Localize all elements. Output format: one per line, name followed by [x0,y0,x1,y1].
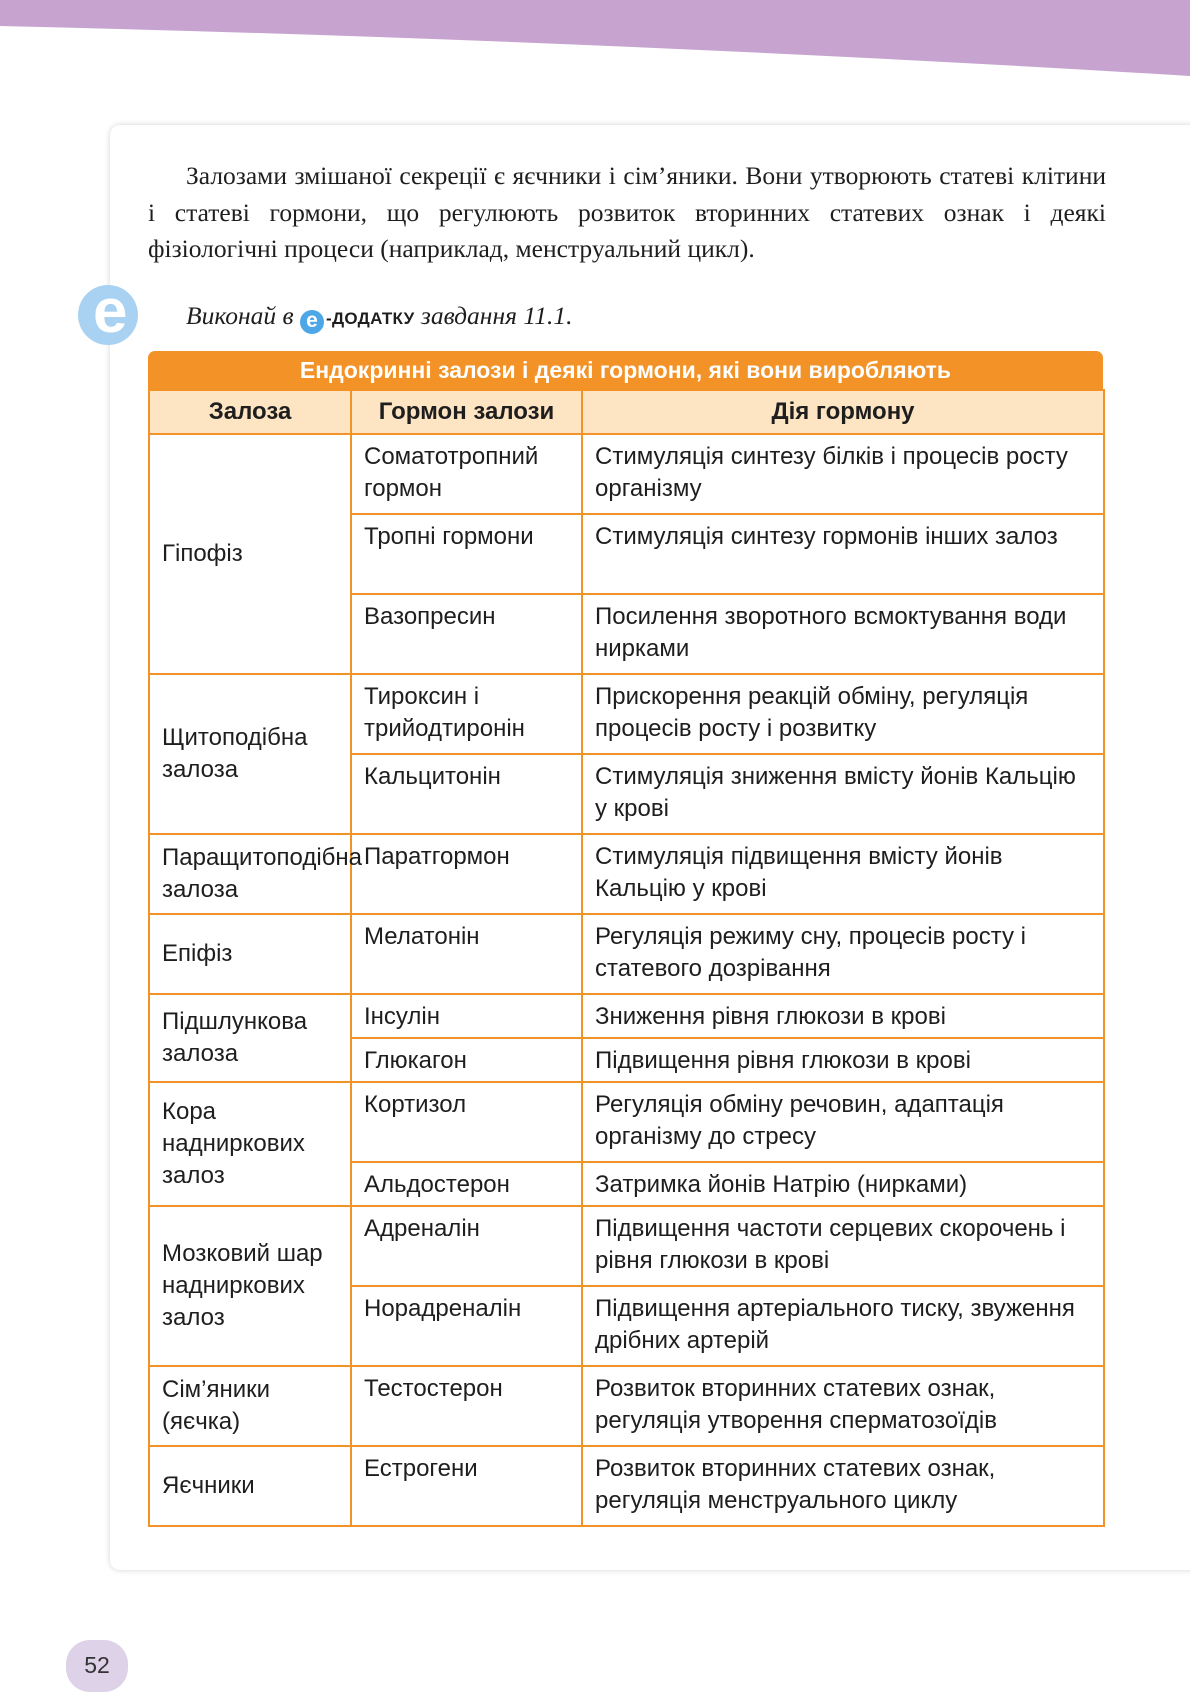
hormone-cell: Мелатонін [351,914,582,994]
gland-cell: Щитоподібна залоза [149,674,351,834]
table-row [149,1366,1104,1446]
hormone-cell: Тропні гормони [351,514,582,594]
header-gland: Залоза [149,390,351,434]
e-icon: e [300,310,324,334]
intro-paragraph: Залозами змішаної секреції є яєчники і сім’яники. Вони утворюють статеві клітини і статеві гормони, що регулюють розвиток вторинних статевих ознак і деякі фізіологічні процеси (наприклад, менструальний цикл). [148,161,1106,263]
table-caption: Ендокринні залози і деякі гормони, які вони виробляють [148,351,1103,389]
table-row [149,914,1104,994]
header-action: Дія гормону [582,390,1104,434]
hormones-table-block [148,351,1103,1527]
task-prefix: Виконай в [186,301,294,330]
hormone-cell: Глюкагон [351,1038,582,1082]
action-cell: Стимуляція підвищення вмісту йонів Кальцію у крові [582,834,1104,914]
gland-cell: Підшлункова залоза [149,994,351,1082]
gland-cell: Мозковий шар надниркових залоз [149,1206,351,1366]
gland-cell: Сім’яники (яєчка) [149,1366,351,1446]
margin-e-letter: e [93,277,128,346]
action-cell: Стимуляція зниження вмісту йонів Кальцію у крові [582,754,1104,834]
header-hormone: Гормон залози [351,390,582,434]
action-cell: Прискорення реакцій обміну, регуляція процесів росту і розвитку [582,674,1104,754]
hormone-cell: Кальцитонін [351,754,582,834]
hormone-cell: Тестостерон [351,1366,582,1446]
action-cell: Посилення зворотного всмоктування води нирками [582,594,1104,674]
table-row [149,674,1104,754]
action-cell: Регуляція режиму сну, процесів росту і статевого дозрівання [582,914,1104,994]
action-cell: Розвиток вторинних статевих ознак, регуляція менструального циклу [582,1446,1104,1526]
hormone-cell: Адреналін [351,1206,582,1286]
task-line [186,300,572,335]
table-row [149,1446,1104,1526]
page-number: 52 [66,1640,128,1692]
action-cell: Затримка йонів Натрію (нирками) [582,1162,1104,1206]
table-row [149,834,1104,914]
hormone-cell: Соматотропний гормон [351,434,582,514]
action-cell: Регуляція обміну речовин, адаптація організму до стресу [582,1082,1104,1162]
gland-cell: Епіфіз [149,914,351,994]
hormone-cell: Тироксин і трийодтиронін [351,674,582,754]
action-cell: Зниження рівня глюкози в крові [582,994,1104,1038]
hormones-table [148,389,1105,1527]
hormone-cell: Естрогени [351,1446,582,1526]
table-header-row [149,390,1104,434]
hormone-cell: Альдостерон [351,1162,582,1206]
e-icon [78,277,138,346]
hormone-cell: Паратгормон [351,834,582,914]
gland-cell: Паращитоподібна залоза [149,834,351,914]
task-suffix: завдання 11.1. [420,301,573,330]
action-cell: Підвищення артеріального тиску, звуження дрібних артерій [582,1286,1104,1366]
table-row [149,1206,1104,1286]
gland-cell: Кора надниркових залоз [149,1082,351,1206]
action-cell: Підвищення рівня глюкози в крові [582,1038,1104,1082]
table-row [149,1082,1104,1162]
action-cell: Підвищення частоти серцевих скорочень і рівня глюкози в крові [582,1206,1104,1286]
hormone-cell: Норадреналін [351,1286,582,1366]
task-dodatok: -ДОДАТКУ [326,309,415,328]
table-row [149,994,1104,1038]
table-row [149,434,1104,514]
hormone-cell: Кортизол [351,1082,582,1162]
action-cell: Стимуляція синтезу білків і процесів росту організму [582,434,1104,514]
gland-cell: Яєчники [149,1446,351,1526]
action-cell: Стимуляція синтезу гормонів інших залоз [582,514,1104,594]
action-cell: Розвиток вторинних статевих ознак, регуляція утворення сперматозоїдів [582,1366,1104,1446]
hormone-cell: Вазопресин [351,594,582,674]
hormone-cell: Інсулін [351,994,582,1038]
gland-cell: Гіпофіз [149,434,351,674]
top-decorative-band [0,0,1190,80]
